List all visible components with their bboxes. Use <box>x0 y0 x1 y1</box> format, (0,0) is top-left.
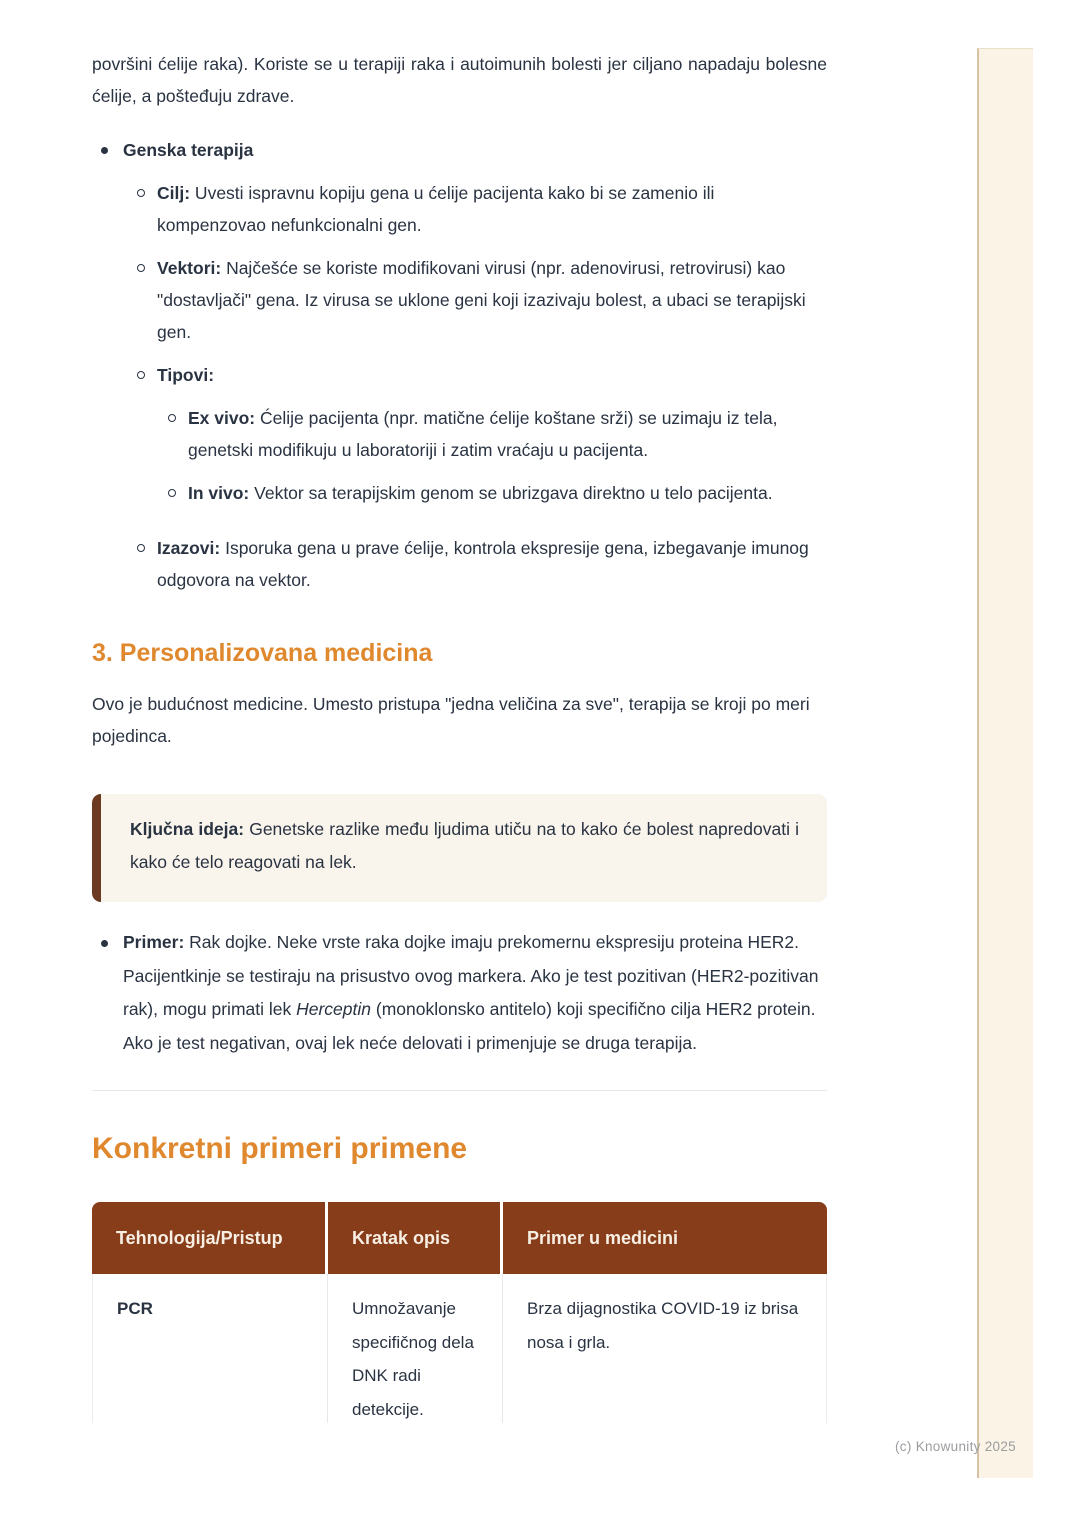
key-idea-label: Ključna ideja: <box>130 819 245 839</box>
gene-therapy-list <box>92 134 827 596</box>
cilj-text: Uvesti ispravnu kopiju gena u ćelije pacijenta kako bi se zamenio ili kompenzovao nefunkcionalni gen. <box>157 183 715 235</box>
genska-terapija-title: Genska terapija <box>123 140 254 160</box>
list-item-genska-terapija <box>92 134 827 596</box>
in-vivo-text: Vektor sa terapijskim genom se ubrizgava direktno u telo pacijenta. <box>249 483 773 503</box>
list-item-izazovi <box>123 532 827 596</box>
primer-text-1: Rak dojke. Neke vrste raka dojke imaju prekomernu ekspresiju proteina HER2. Pacijentkinje se testiraju na prisustvo ovog markera. Ako je test pozitivan (HER2-pozitivan rak), mogu primati lek <box>123 932 819 1019</box>
table-cell-primer: Brza dijagnostika COVID-19 iz brisa nosa i grla. <box>503 1274 827 1423</box>
vektori-text: Najčešće se koriste modifikovani virusi (npr. adenovirusi, retrovirusi) kao "dostavljači" gena. Iz virusa se uklone geni koji izazivaju bolest, a ubaci se terapijski gen. <box>157 258 806 342</box>
izazovi-label: Izazovi: <box>157 538 221 558</box>
list-item-cilj <box>123 177 827 241</box>
table-header-kratak-opis: Kratak opis <box>328 1202 503 1274</box>
page-content <box>92 48 827 1423</box>
izazovi-text: Isporuka gena u prave ćelije, kontrola ekspresije gena, izbegavanje imunog odgovora na vektor. <box>157 538 809 590</box>
next-page-edge-strip <box>977 48 1033 1478</box>
page-heading-konkretni-primeri: Konkretni primeri primene <box>92 1132 468 1165</box>
table-header-tehnologija: Tehnologija/Pristup <box>92 1202 328 1274</box>
primer-text-2: (monoklonsko antitelo) koji specifično cilja HER2 protein. Ako je test negativan, ovaj lek neće delovati i primenjuje se druga terapija. <box>123 999 816 1053</box>
cilj-label: Cilj: <box>157 183 191 203</box>
key-idea-text: Ključna ideja: Genetske razlike među ljudima utiču na to kako će bolest napredovati i kako će telo reagovati na lek. <box>130 819 799 872</box>
table-header-primer-u-medicini: Primer u medicini <box>503 1202 827 1274</box>
list-item-in-vivo <box>157 477 827 509</box>
tipovi-label: Tipovi: <box>157 365 215 385</box>
table-row-pcr <box>92 1274 827 1423</box>
list-item-ex-vivo <box>157 402 827 466</box>
section-divider <box>92 1090 827 1091</box>
section-heading-personalizovana-medicina: 3. Personalizovana medicina <box>92 639 433 667</box>
examples-table <box>92 1202 827 1423</box>
vektori-label: Vektori: <box>157 258 222 278</box>
ex-vivo-text: Ćelije pacijenta (npr. matične ćelije koštane srži) se uzimaju iz tela, genetski modifikuju u laboratoriji i zatim vraćaju u pacijenta. <box>188 408 778 460</box>
table-cell-tech: PCR <box>92 1274 328 1423</box>
intro-paragraph: površini ćelije raka). Koriste se u terapiji raka i autoimunih bolesti jer ciljano napadaju bolesne ćelije, a pošteđuju zdrave. <box>92 54 827 106</box>
examples-table-header <box>92 1202 827 1274</box>
gene-therapy-sublist <box>123 177 827 596</box>
key-idea-callout <box>92 794 827 902</box>
primer-drug-name: Herceptin <box>296 999 372 1019</box>
list-item-tipovi <box>123 359 827 509</box>
tipovi-sublist <box>157 402 827 509</box>
list-item-vektori <box>123 252 827 348</box>
primer-list <box>92 926 827 1060</box>
primer-label: Primer: <box>123 932 185 952</box>
personalizovana-paragraph: Ovo je budućnost medicine. Umesto pristupa "jedna veličina za sve", terapija se kroji po meri pojedinca. <box>92 694 810 746</box>
table-cell-opis: Umnožavanje specifičnog dela DNK radi detekcije. <box>328 1274 503 1423</box>
copyright-watermark: (c) Knowunity 2025 <box>895 1439 1016 1454</box>
list-item-primer <box>92 926 827 1060</box>
ex-vivo-label: Ex vivo: <box>188 408 256 428</box>
in-vivo-label: In vivo: <box>188 483 250 503</box>
examples-table-container <box>92 1202 827 1423</box>
